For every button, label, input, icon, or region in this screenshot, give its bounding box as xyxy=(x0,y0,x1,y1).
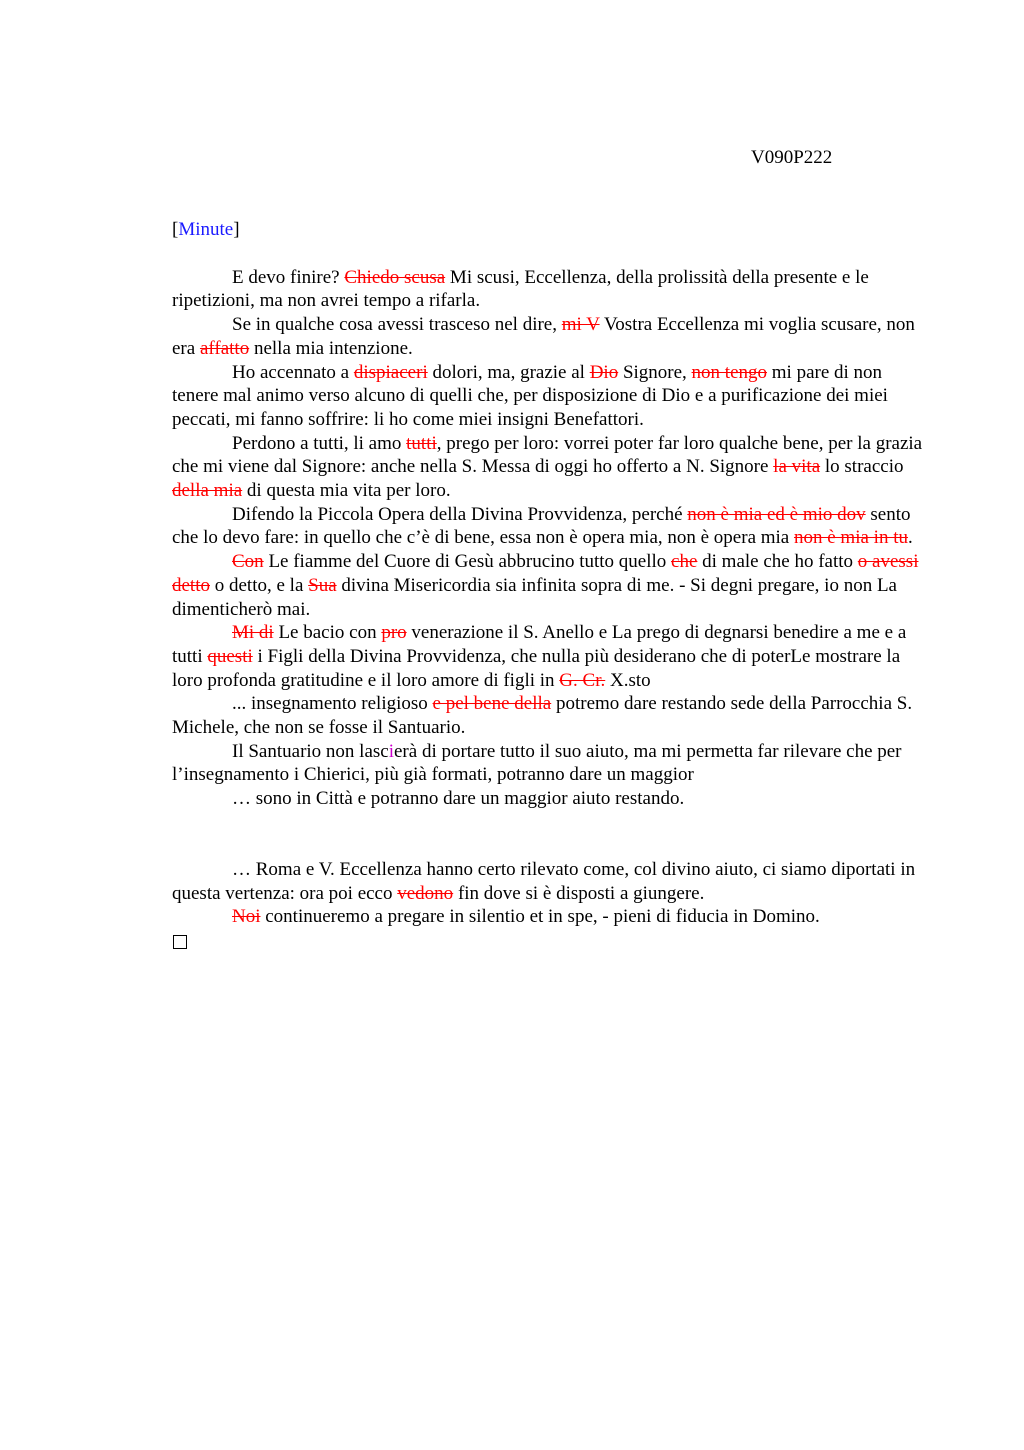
text-segment: Le bacio con xyxy=(273,622,382,644)
text-segment: , prego per loro: vorrei poter far loro qualche bene, per la grazia che mi viene dal Signore: anche nella S. Messa di oggi ho offerto a N. Signore xyxy=(172,432,923,478)
paragraph xyxy=(172,432,932,503)
text-segment: … Roma e V. Eccellenza hanno certo rilevato come, col divino aiuto, ci siamo diportati in questa vertenza: ora poi ecco xyxy=(172,858,916,904)
text-segment: Vostra Eccellenza mi voglia scusare, non era xyxy=(172,314,915,359)
square-outline-icon xyxy=(173,935,187,949)
paragraph xyxy=(172,787,932,811)
text-segment: Mi scusi, Eccellenza, della prolissità della presente e le ripetizioni, ma non avrei tempo a rifarla. xyxy=(172,266,869,312)
deleted-text: Dio xyxy=(589,361,619,383)
text-segment: potremo dare restando sede della Parrocchia S. Michele, che non se fosse il Santuario. xyxy=(172,693,913,739)
label-open-bracket: [ xyxy=(172,219,179,240)
text-segment: fin dove si è disposti a giungere. xyxy=(453,882,705,904)
text-segment: Ho accennato a xyxy=(232,361,354,383)
deleted-text: questi xyxy=(207,645,253,667)
deleted-text: della mia xyxy=(172,480,243,502)
text-segment: continueremo a pregare in silentio et in spe, - pieni di fiducia in Domino. xyxy=(260,906,820,928)
text-segment: Se in qualche cosa avessi trasceso nel dire, xyxy=(232,314,562,336)
text-segment: mi pare di non tenere mal animo verso alcuno di quelli che, per disposizione di Dio e a purificazione dei miei peccati, mi fanno soffrire: li ho come miei insigni Benefattori. xyxy=(172,361,888,430)
paragraph xyxy=(172,740,932,787)
text-segment: venerazione il S. Anello e La prego di degnarsi benedire a me e a tutti xyxy=(172,622,907,667)
text-segment: Il Santuario non lasc xyxy=(232,740,389,762)
text-segment: dolori, ma, grazie al xyxy=(427,361,590,383)
text-segment: di questa mia vita per loro. xyxy=(242,480,451,502)
text-segment: Perdono a tutti, li amo xyxy=(232,432,407,454)
deleted-text: non tengo xyxy=(691,361,768,383)
paragraph xyxy=(172,313,932,360)
paragraph xyxy=(172,621,932,692)
deleted-text: mi V xyxy=(561,314,600,336)
deleted-text: tutti xyxy=(406,432,437,454)
deleted-text: vedono xyxy=(397,882,454,904)
paragraph xyxy=(172,858,932,905)
paragraph xyxy=(172,361,932,432)
deleted-text: Con xyxy=(232,551,264,573)
paragraph xyxy=(172,550,932,621)
deleted-text: la vita xyxy=(773,456,821,478)
paragraph xyxy=(172,692,932,739)
text-segment: nella mia intenzione. xyxy=(249,337,413,359)
deleted-text: non è mia in tu xyxy=(794,527,908,549)
highlighted-letter: i xyxy=(388,740,394,762)
text-segment: sento che lo devo fare: in quello che c’è di bene, essa non è opera mia, non è opera mia xyxy=(172,503,911,549)
text-segment: Signore, xyxy=(618,361,692,383)
deleted-text: non è mia ed è mio dov xyxy=(687,503,866,525)
text-segment: i Figli della Divina Provvidenza, che nulla più desiderano che di poterLe mostrare la loro profonda gratitudine e il loro amore di figli in xyxy=(172,645,901,691)
end-marker xyxy=(172,929,932,956)
deleted-text: G. Cr. xyxy=(559,669,606,691)
label-word: Minute xyxy=(178,219,234,240)
text-segment: X.sto xyxy=(605,669,651,691)
deleted-text: dispiaceri xyxy=(353,361,428,383)
text-segment: ... insegnamento religioso xyxy=(232,693,433,715)
text-segment: Difendo la Piccola Opera della Divina Provvidenza, perché xyxy=(232,503,688,525)
text-segment: lo straccio xyxy=(820,456,904,478)
label-close-bracket: ] xyxy=(233,219,240,240)
deleted-text: Sua xyxy=(308,574,337,596)
text-segment: divina Misericordia sia infinita sopra di me. - Si degni pregare, io non La dimenticherò mai. xyxy=(172,574,897,620)
text-segment: o detto, e la xyxy=(210,574,309,596)
deleted-text: Mi di xyxy=(232,622,274,644)
paragraph xyxy=(172,503,932,550)
paragraph xyxy=(172,266,932,313)
deleted-text: o avessi detto xyxy=(172,551,919,596)
text-segment: erà di portare tutto il suo aiuto, ma mi permetta far rilevare che per l’insegnamento i Chierici, più già formati, potranno dare un maggior xyxy=(172,740,902,786)
minute-label xyxy=(172,218,932,242)
text-segment: … sono in Città e potranno dare un maggior aiuto restando. xyxy=(232,788,685,810)
text-segment: Le fiamme del Cuore di Gesù abbrucino tutto quello xyxy=(263,551,672,573)
paragraph xyxy=(172,905,932,929)
paragraph-gap xyxy=(172,811,932,858)
document-body xyxy=(172,218,932,956)
text-segment: . xyxy=(907,527,913,549)
deleted-text: Noi xyxy=(232,906,261,928)
deleted-text: affatto xyxy=(199,337,250,359)
paragraph-list xyxy=(172,266,932,929)
deleted-text: pro xyxy=(381,622,407,644)
document-code: V090P222 xyxy=(751,147,833,168)
text-segment: di male che ho fatto xyxy=(697,551,858,573)
deleted-text: che xyxy=(671,551,698,573)
deleted-text: e pel bene della xyxy=(432,693,552,715)
text-segment: E devo finire? xyxy=(232,266,345,288)
deleted-text: Chiedo scusa xyxy=(344,266,446,288)
